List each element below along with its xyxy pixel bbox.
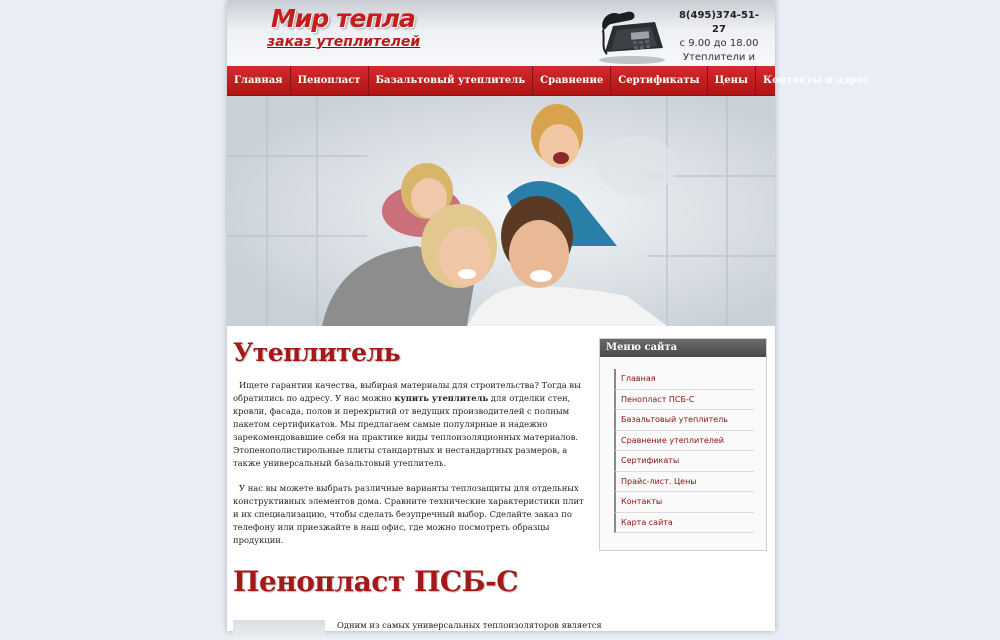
nav-item-foam[interactable]: Пенопласт [291,66,369,96]
logo-title: Мир тепла [271,4,415,33]
site-menu [599,338,767,551]
header-phone[interactable]: 8(495)374-51-27 [678,10,760,35]
nav-item-contacts[interactable]: Контакты и адрес [762,74,870,86]
menu-item-sitemap[interactable]: Карта сайта [614,513,754,534]
page-title: Утеплитель [233,338,401,367]
bold-phrase: купить утеплитель [394,393,489,403]
main-content [233,338,585,547]
family-photo [227,96,775,326]
nav-item-prices[interactable]: Цены [708,66,756,96]
header-tagline: Утеплители и [682,52,756,63]
header-hours: с 9.00 до 18.00 [679,38,759,49]
nav-item-comparison[interactable]: Сравнение [533,66,611,96]
site-menu-title: Меню сайта [600,339,766,357]
menu-item-comparison[interactable]: Сравнение утеплителей [614,431,754,452]
main-nav [227,66,870,96]
telephone-icon [597,8,667,64]
menu-item-home[interactable]: Главная [614,369,754,390]
site-logo[interactable] [267,4,421,56]
hero-banner [227,96,775,326]
foam-teaser-text: Одним из самых универсальных теплоизоляторов является [337,620,602,630]
nav-item-home[interactable]: Главная [227,66,291,96]
intro-paragraph: Ищете гарантии качества, выбирая материалы для строительства? Тогда вы обратились по адресу. У нас можно купить утеплитель для отделки стен, кровли, фасада, полов и перекрытий от ведущих производителей с полным пакетом сертификатов. Мы предлагаем самые популярные и надежно зарекомендовавшие себя на практике виды теплоизоляционных материалов. Этопенополистирольные плиты стандартных и нестандартных размеров, а также универсальный базальтовый утеплитель. [233,380,581,468]
menu-item-foam-psb[interactable]: Пенопласт ПСБ-С [614,390,754,411]
menu-item-contacts[interactable]: Контакты [614,492,754,513]
logo-subtitle: заказ утеплителей [267,34,421,50]
site-menu-list [614,369,754,533]
foam-thumbnail [233,620,325,640]
nav-item-certificates[interactable]: Сертификаты [611,66,707,96]
menu-item-price-list[interactable]: Прайс-лист. Цены [614,472,754,493]
menu-item-certificates[interactable]: Сертификаты [614,451,754,472]
page [227,0,870,631]
nav-item-basalt[interactable]: Базальтовый утеплитель [369,66,534,96]
section-title-foam: Пенопласт ПСБ-С [233,565,519,598]
site-header [227,0,775,66]
menu-item-basalt[interactable]: Базальтовый утеплитель [614,410,754,431]
second-paragraph: У нас вы можете выбрать различные варианты теплозащиты для отдельных конструктивных элементов дома. Сравните технические характеристики плит и их специализацию, чтобы сделать безупречный выбор. Сделайте заказ по телефону или приезжайте в наш офис, где можно посмотреть образцы продукции. [233,483,584,545]
